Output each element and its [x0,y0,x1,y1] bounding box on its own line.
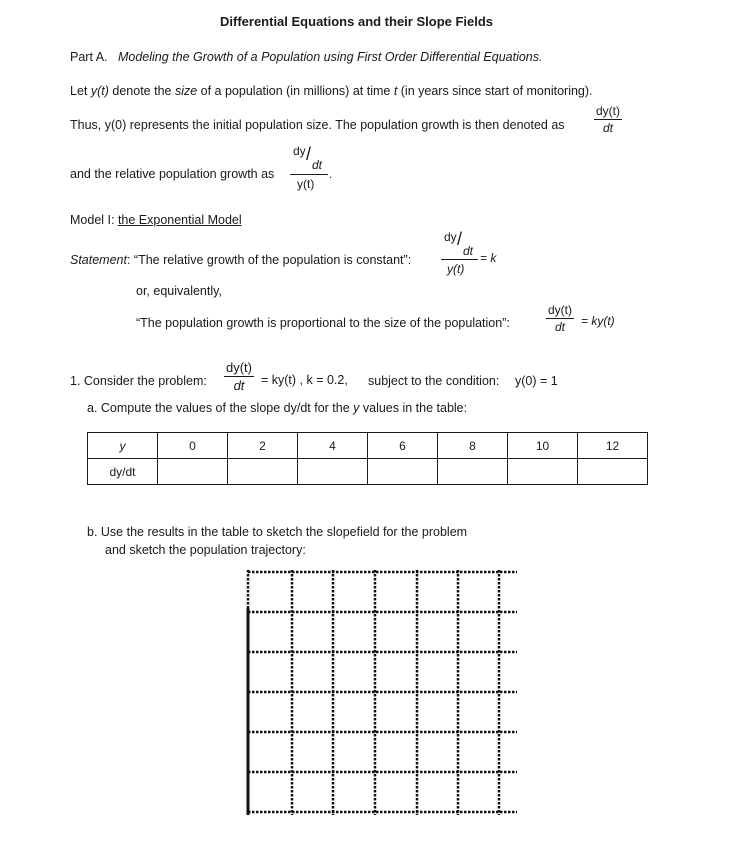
model-heading [70,213,242,227]
fraction-bar [290,174,328,175]
table-header-y: y [88,433,158,459]
equivalently-text: or, equivalently, [136,284,222,298]
slash-mark: / [457,229,463,249]
dy-text: dy [444,230,457,244]
model-label: Model I: [70,213,118,227]
denominator: dt [554,320,565,334]
slash-mark: / [306,144,312,164]
table-cell-y: 0 [158,433,228,459]
intro-line-1 [70,84,593,98]
answer-cell[interactable] [158,459,228,485]
problem-fraction [224,360,254,393]
intro-line-3: and the relative population growth as [70,167,275,181]
slope-table [87,432,648,485]
denominator: y(t) [447,262,465,276]
answer-cell[interactable] [508,459,578,485]
table-row [88,433,648,459]
answer-cell[interactable] [228,459,298,485]
slopefield-grid[interactable] [225,560,525,840]
part-a-label: Part A. [70,50,108,64]
fraction-bar [441,259,478,260]
table-cell-y: 2 [228,433,298,459]
rhs: = k [480,251,497,265]
growth-fraction [594,104,622,135]
numerator: dy(t) [596,104,620,118]
proportional-rhs: = ky(t) [581,314,615,328]
word-size: size [174,84,198,98]
period: . [329,167,333,181]
statement-text: : “The relative growth of the population is constant”: [126,253,412,267]
table-cell-y: 4 [298,433,368,459]
denominator: dt [602,121,613,135]
problem-1-prefix: 1. Consider the problem: [70,374,207,388]
answer-cell[interactable] [368,459,438,485]
part-a-instruction [87,401,467,415]
table-header-dydt: dy/dt [88,459,158,485]
text: Let [70,84,91,98]
part-a-heading [70,50,542,64]
text: denote the [108,84,175,98]
var-y: y [353,401,360,415]
problem-rhs: = ky(t) , k = 0.2, [261,373,348,387]
var-y0: y(0) [104,118,127,132]
numerator: dy(t) [548,303,572,317]
numerator: dy(t) [226,360,252,375]
initial-condition: y(0) = 1 [515,374,558,388]
text: values in the table: [359,401,468,415]
proportional-text: “The population growth is proportional to the size of the population”: [136,316,510,330]
part-b-line-1: b. Use the results in the table to sketch the slopefield for the problem [87,525,468,539]
model-name: the Exponential Model [117,213,242,227]
answer-cell[interactable] [298,459,368,485]
table-cell-y: 8 [438,433,508,459]
statement-label: Statement [70,253,127,267]
table-cell-y: 6 [368,433,438,459]
var-y: y(t) [90,84,109,98]
intro-line-2 [70,118,565,132]
text: represents the initial population size. The population growth is then denoted as [126,118,565,132]
grid-lines [248,570,517,815]
text: of a population (in millions) at time [197,84,394,98]
text: Thus, [70,118,105,132]
proportional-fraction [546,303,574,334]
text: a. Compute the values of the slope dy/dt for the [87,401,354,415]
dt-text: dt [463,244,474,258]
denominator: dt [233,378,245,393]
var-t: t [393,84,398,98]
answer-cell[interactable] [438,459,508,485]
page-title: Differential Equations and their Slope Fields [220,14,494,29]
text: (in years since start of monitoring). [397,84,593,98]
condition-text: subject to the condition: [368,374,500,388]
answer-cell[interactable] [578,459,648,485]
table-cell-y: 10 [508,433,578,459]
denominator: y(t) [297,177,315,191]
table-row [88,459,648,485]
table-cell-y: 12 [578,433,648,459]
statement-line [70,253,411,267]
dt-text: dt [312,158,323,172]
part-a-title: Modeling the Growth of a Population using First Order Differential Equations. [117,50,543,64]
part-b-line-2: and sketch the population trajectory: [105,543,306,557]
dy-text: dy [293,144,306,158]
